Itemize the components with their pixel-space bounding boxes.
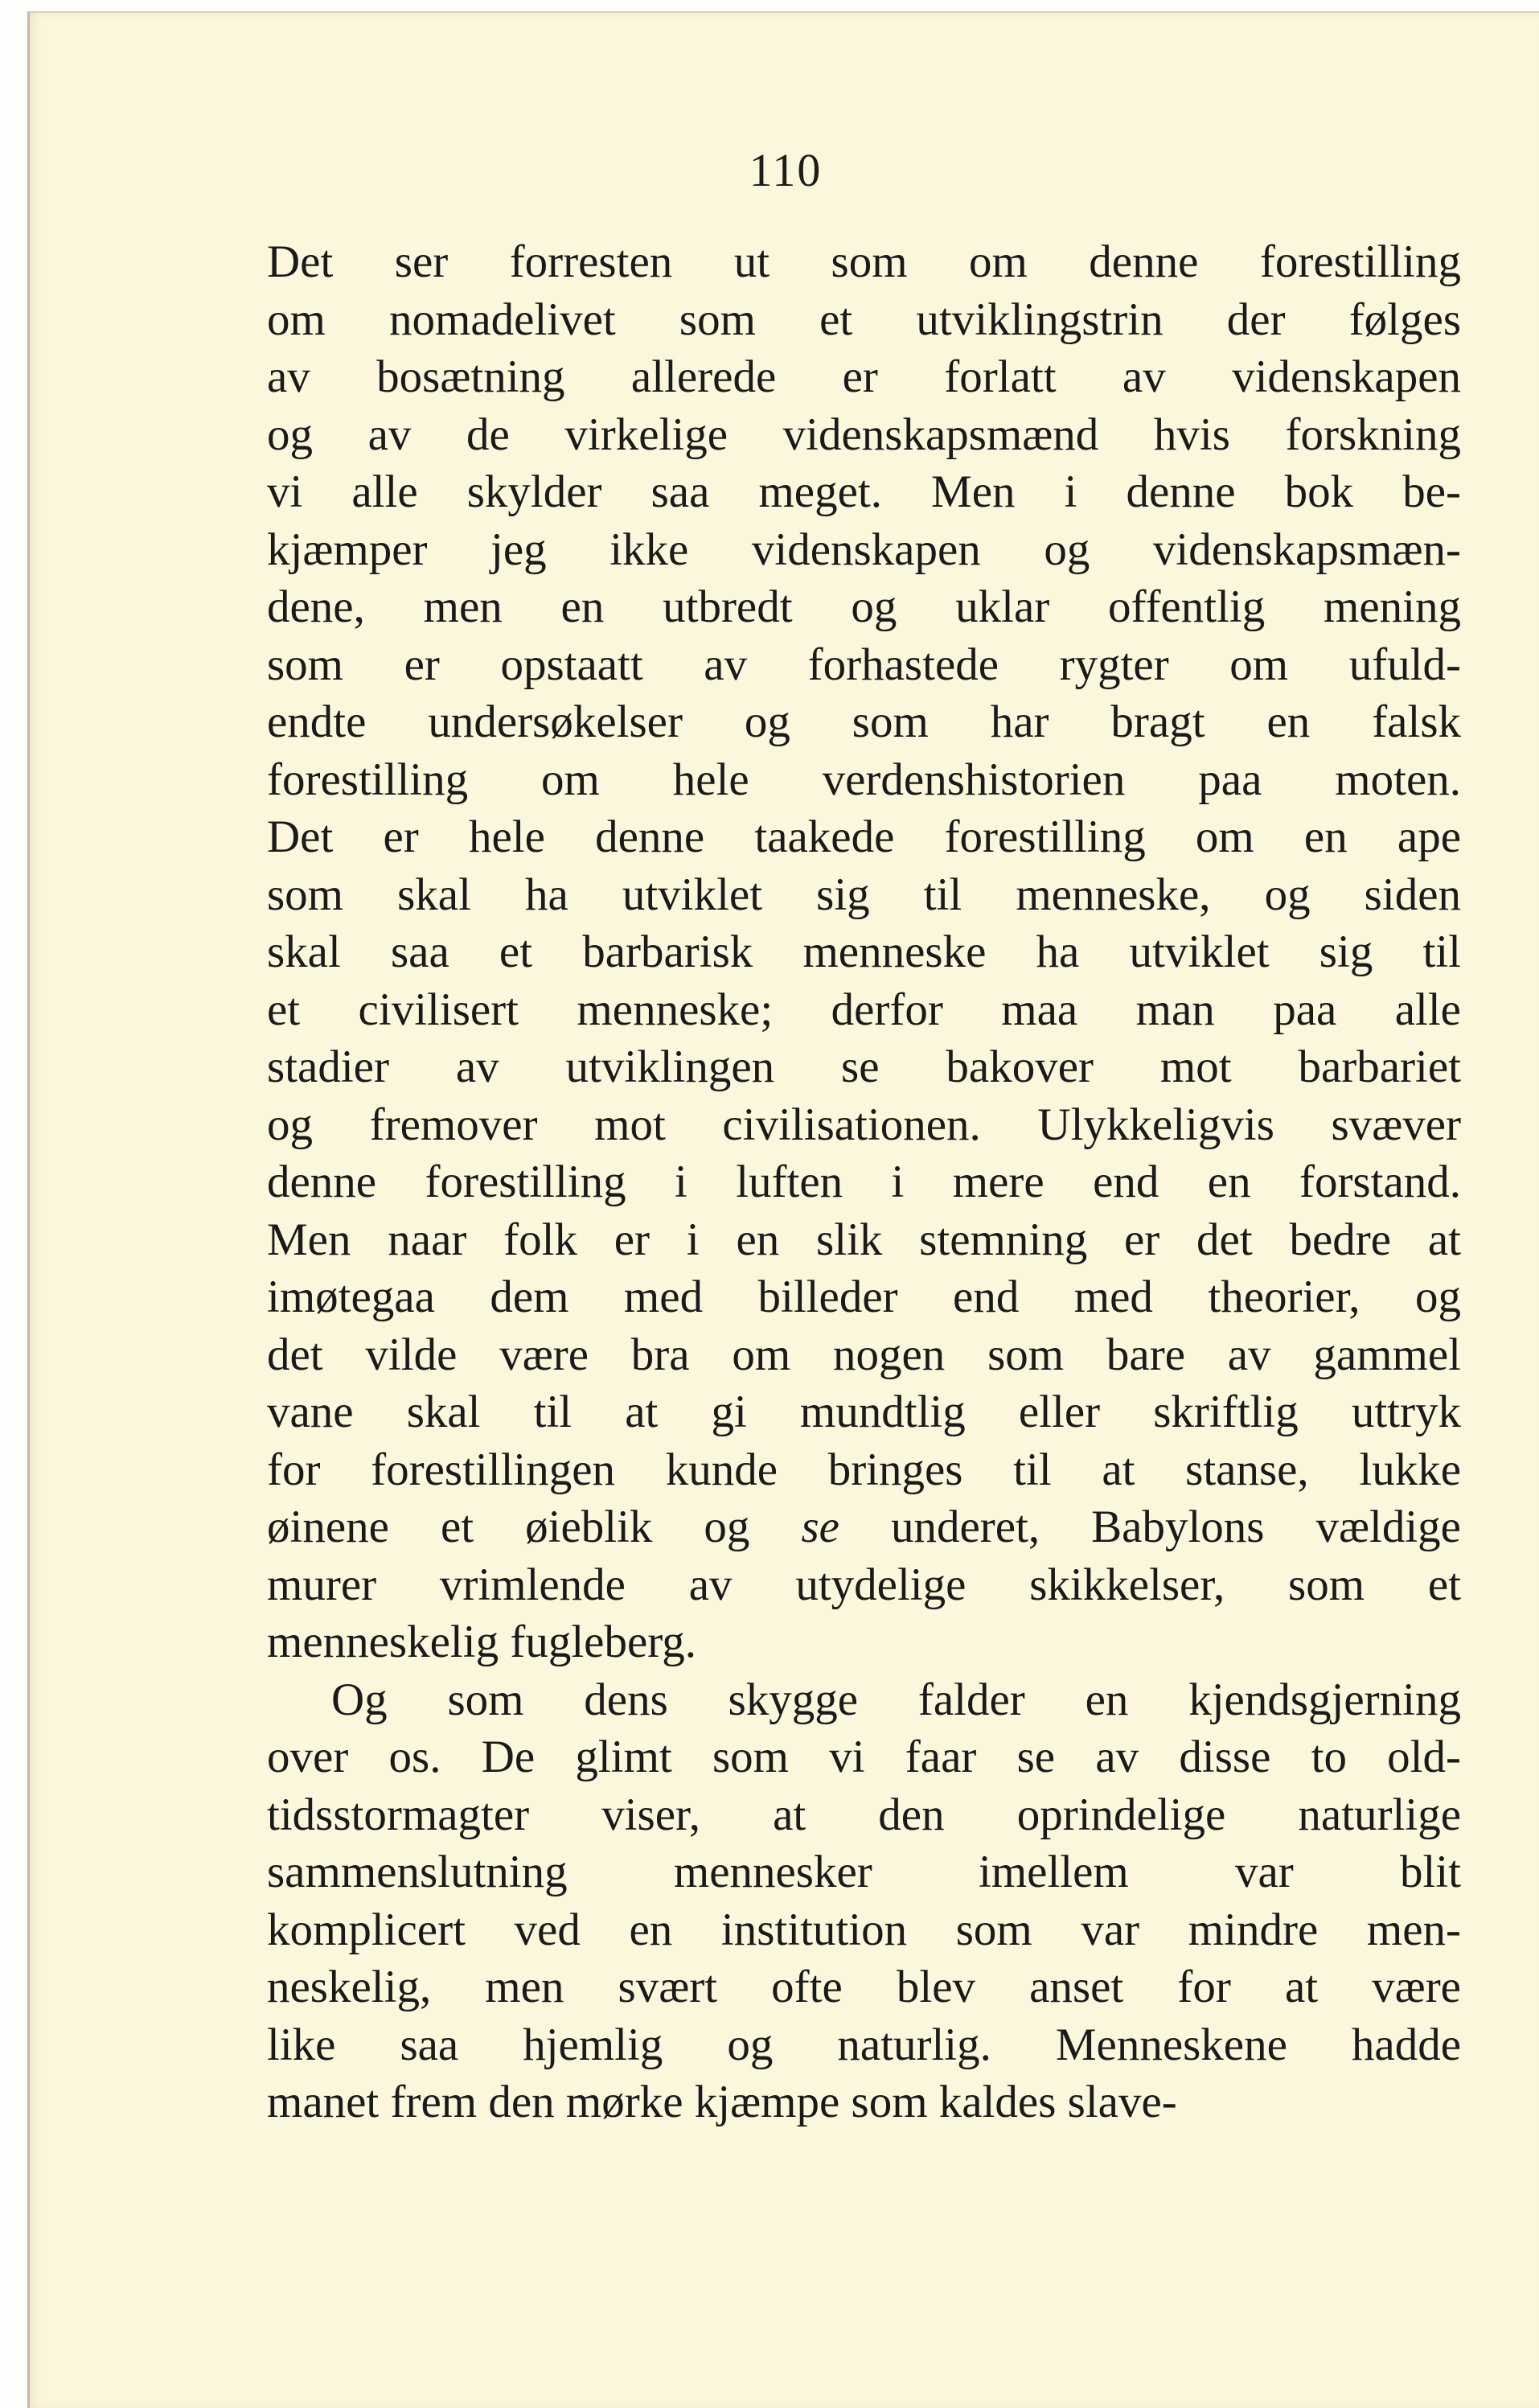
text-line: forestilling om hele verdenshistorien paa moten. bbox=[267, 754, 1461, 805]
text-line: som er opstaatt av forhastede rygter om ufuld- bbox=[267, 639, 1461, 690]
text-line: det vilde være bra om nogen som bare av gammel bbox=[267, 1329, 1461, 1380]
paragraph bbox=[267, 233, 1461, 1671]
text-line: Men naar folk er i en slik stemning er det bedre at bbox=[267, 1214, 1461, 1265]
paragraph bbox=[267, 1671, 1461, 2131]
text-line: og fremover mot civilisationen. Ulykkeligvis svæver bbox=[267, 1099, 1461, 1150]
text-line: et civilisert menneske; derfor maa man paa alle bbox=[267, 984, 1461, 1035]
text-line: komplicert ved en institution som var mindre men- bbox=[267, 1904, 1461, 1955]
book-page bbox=[27, 11, 1539, 2408]
text-line: skal saa et barbarisk menneske ha utviklet sig til bbox=[267, 927, 1461, 977]
text-line: neskelig, men svært ofte blev anset for at være bbox=[267, 1962, 1461, 2012]
text-line: kjæmper jeg ikke videnskapen og videnskapsmæn- bbox=[267, 524, 1461, 575]
text-line: manet frem den mørke kjæmpe som kaldes slave- bbox=[267, 2077, 1177, 2127]
text-line: vi alle skylder saa meget. Men i denne bok be- bbox=[267, 466, 1461, 517]
text-line: denne forestilling i luften i mere end en forstand. bbox=[267, 1157, 1461, 1207]
text-line: som skal ha utviklet sig til menneske, og siden bbox=[267, 869, 1461, 920]
text-line: øinene et øieblik og se underet, Babylons vældige bbox=[267, 1502, 1461, 1552]
text-line: om nomadelivet som et utviklingstrin der følges bbox=[267, 294, 1461, 345]
text-line: imøtegaa dem med billeder end med theorier, og bbox=[267, 1272, 1461, 1322]
page-number: 110 bbox=[749, 144, 823, 196]
text-line: menneskelig fugleberg. bbox=[267, 1617, 696, 1667]
text-line: Og som dens skygge falder en kjendsgjerning bbox=[331, 1674, 1461, 1725]
text-line: murer vrimlende av utydelige skikkelser, som et bbox=[267, 1559, 1461, 1610]
text-line: over os. De glimt som vi faar se av disse to old- bbox=[267, 1732, 1461, 1782]
text-line: endte undersøkelser og som har bragt en falsk bbox=[267, 697, 1461, 747]
text-line: Det er hele denne taakede forestilling om en ape bbox=[267, 812, 1461, 862]
text-line: av bosætning allerede er forlatt av videnskapen bbox=[267, 351, 1461, 402]
text-line: og av de virkelige videnskapsmænd hvis forskning bbox=[267, 409, 1461, 460]
text-line: Det ser forresten ut som om denne forestilling bbox=[267, 236, 1461, 287]
text-line: tidsstormagter viser, at den oprindelige naturlige bbox=[267, 1789, 1461, 1840]
text-line: like saa hjemlig og naturlig. Menneskene hadde bbox=[267, 2019, 1461, 2070]
text-line: sammenslutning mennesker imellem var blit bbox=[267, 1847, 1461, 1897]
text-line: vane skal til at gi mundtlig eller skriftlig uttryk bbox=[267, 1387, 1461, 1437]
text-line: stadier av utviklingen se bakover mot barbariet bbox=[267, 1042, 1461, 1092]
body-text bbox=[267, 233, 1461, 2131]
text-line: for forestillingen kunde bringes til at stanse, lukke bbox=[267, 1444, 1461, 1495]
text-line: dene, men en utbredt og uklar offentlig mening bbox=[267, 581, 1461, 632]
